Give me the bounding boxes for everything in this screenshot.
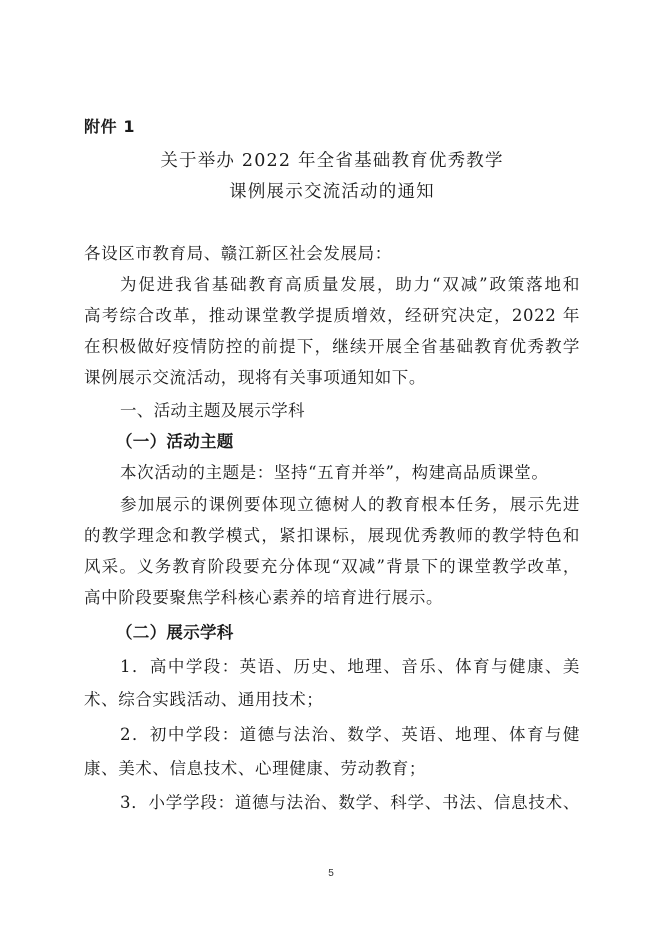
intro-line: 为促进我省基础教育高质量发展，助力“双减”政策落地和 bbox=[120, 275, 580, 294]
section-heading: 一、活动主题及展示学科 bbox=[120, 401, 305, 420]
intro-line: 课例展示交流活动，现将有关事项通知如下。 bbox=[84, 368, 426, 387]
theme-detail-line: 的教学理念和教学模式，紧扣课标，展现优秀教师的教学特色和 bbox=[84, 526, 580, 545]
salutation: 各设区市教育局、赣江新区社会发展局： bbox=[84, 244, 392, 263]
title-line-1: 关于举办 2022 年全省基础教育优秀教学 bbox=[160, 151, 504, 171]
attachment-label: 附件 1 bbox=[84, 117, 136, 136]
theme-detail-line: 风采。义务教育阶段要充分体现“双减”背景下的课堂教学改革， bbox=[84, 557, 580, 576]
theme-line: 本次活动的主题是：坚持“五育并举”，构建高品质课堂。 bbox=[120, 463, 549, 482]
subject-line: 1．高中学段：英语、历史、地理、音乐、体育与健康、美 bbox=[120, 657, 580, 676]
subsection-heading: （一）活动主题 bbox=[116, 432, 234, 451]
subject-line: 康、美术、信息技术、心理健康、劳动教育； bbox=[84, 759, 426, 778]
theme-detail-line: 高中阶段要聚焦学科核心素养的培育进行展示。 bbox=[84, 588, 444, 607]
page-number: 5 bbox=[328, 868, 334, 879]
subject-line: 2．初中学段：道德与法治、数学、英语、地理、体育与健 bbox=[120, 725, 580, 744]
theme-detail-line: 参加展示的课例要体现立德树人的教育根本任务，展示先进 bbox=[120, 495, 580, 514]
title-line-2: 课例展示交流活动的通知 bbox=[229, 182, 435, 202]
intro-line: 高考综合改革，推动课堂教学提质增效，经研究决定，2022 年 bbox=[84, 306, 580, 325]
subject-line: 术、综合实践活动、通用技术； bbox=[84, 690, 324, 709]
subject-line: 3．小学学段：道德与法治、数学、科学、书法、信息技术、 bbox=[120, 793, 580, 812]
subsection-heading: （二）展示学科 bbox=[116, 623, 234, 642]
intro-line: 在积极做好疫情防控的前提下，继续开展全省基础教育优秀教学 bbox=[84, 337, 580, 356]
